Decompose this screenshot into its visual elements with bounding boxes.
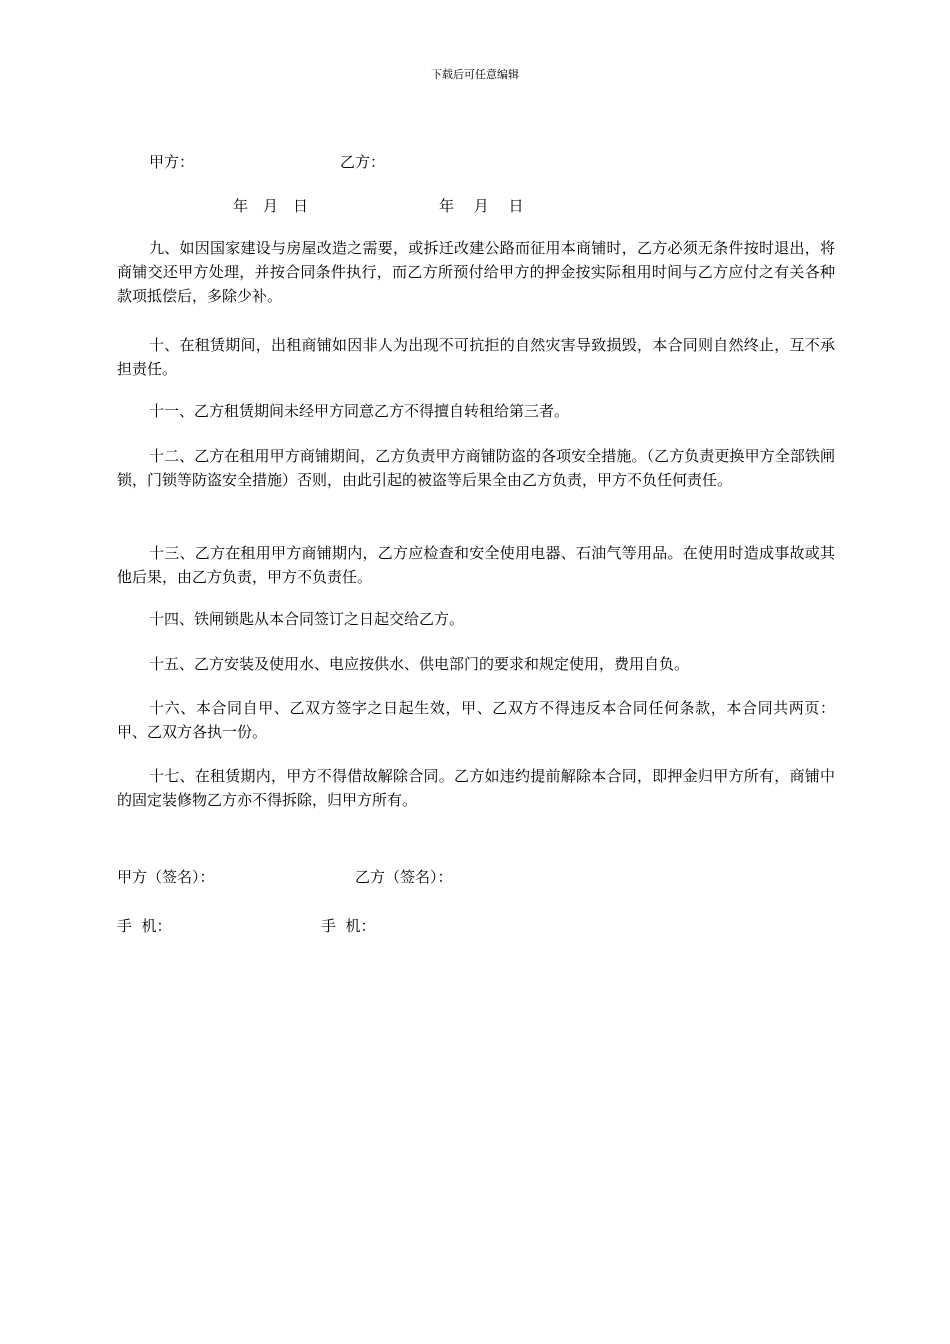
- party-b-signature-label: 乙方（签名）：: [355, 868, 453, 886]
- party-a-label: 甲方：: [149, 153, 195, 171]
- party-a-date: 年 月 日: [233, 197, 309, 215]
- clause-10: 十、在租赁期间，出租商铺如因非人为出现不可抗拒的自然灾害导致损毁，本合同则自然终止，互不承担责任。: [117, 336, 835, 378]
- clause-13: 十三、乙方在租用甲方商铺期内，乙方应检查和安全使用电器、石油气等用品。在使用时造成事故或其他后果，由乙方负责，甲方不负责任。: [117, 544, 835, 586]
- party-b-label: 乙方：: [340, 153, 386, 171]
- party-b-phone-label: 手 机：: [321, 917, 376, 935]
- party-a-signature-label: 甲方（签名）：: [117, 868, 215, 886]
- clause-12: 十二、乙方在租用甲方商铺期间，乙方负责甲方商铺防盗的各项安全措施。（乙方负责更换甲方全部铁闸锁，门锁等防盗安全措施）否则，由此引起的被盗等后果全由乙方负责，甲方不负任何责任。: [117, 447, 835, 489]
- clause-11: 十一、乙方租赁期间未经甲方同意乙方不得擅自转租给第三者。: [149, 402, 570, 420]
- clause-17: 十七、在租赁期内，甲方不得借故解除合同。乙方如违约提前解除本合同，即押金归甲方所有，商铺中的固定装修物乙方亦不得拆除，归甲方所有。: [117, 767, 835, 809]
- party-b-date: 年 月 日: [439, 197, 524, 215]
- clause-15: 十五、乙方安装及使用水、电应按供水、供电部门的要求和规定使用，费用自负。: [149, 655, 690, 673]
- page-header-note: 下载后可任意编辑: [431, 68, 519, 81]
- party-a-phone-label: 手 机：: [117, 917, 172, 935]
- clause-14: 十四、铁闸锁匙从本合同签订之日起交给乙方。: [149, 610, 465, 628]
- clause-16: 十六、本合同自甲、乙双方签字之日起生效，甲、乙双方不得违反本合同任何条款，本合同共两页：甲、乙双方各执一份。: [117, 699, 835, 741]
- clause-9: 九、如因国家建设与房屋改造之需要，或拆迁改建公路而征用本商铺时，乙方必须无条件按时退出，将商铺交还甲方处理，并按合同条件执行，而乙方所预付给甲方的押金按实际租用时间与乙方应付之有关各种款项抵偿后，多除少补。: [117, 239, 835, 305]
